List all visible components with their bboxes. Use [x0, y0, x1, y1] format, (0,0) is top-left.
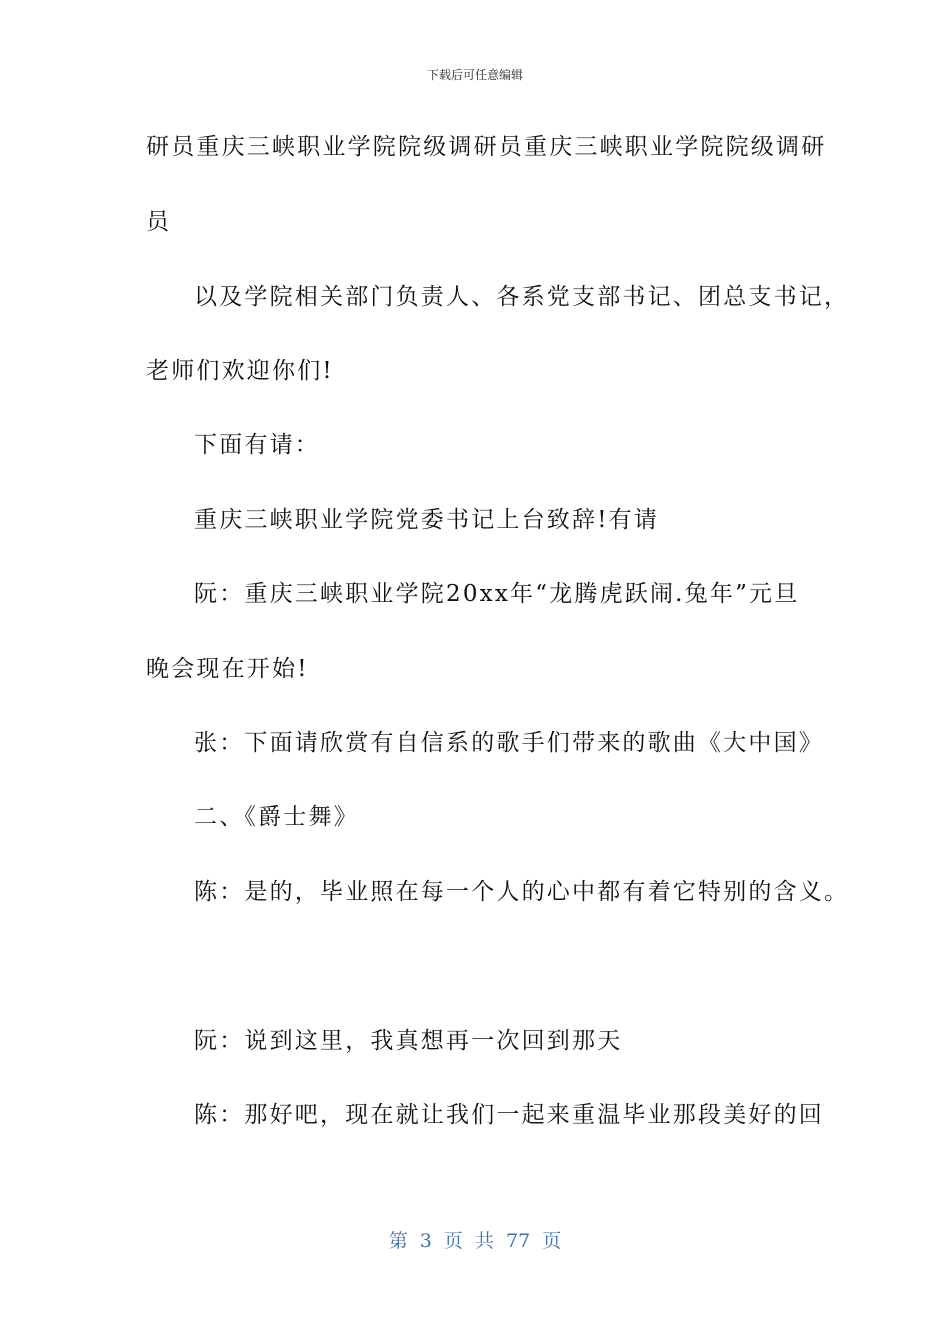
text-line: 阮：说到这里，我真想再一次回到那天: [194, 1028, 623, 1054]
text-line: 张：下面请欣赏有自信系的歌手们带来的歌曲《大中国》: [194, 730, 824, 756]
text-line: 以及学院相关部门负责人、各系党支部书记、团总支书记，: [194, 284, 850, 310]
page-number: 第 3 页 共 77 页: [388, 1230, 562, 1252]
text-line: 重庆三峡职业学院党委书记上台致辞!有请: [194, 507, 660, 533]
text-line: 晚会现在开始!: [146, 656, 309, 682]
text-line: 下面有请：: [194, 432, 320, 458]
text-line: 老师们欢迎你们!: [146, 358, 334, 384]
text-line: 员: [146, 209, 172, 235]
text-line: 阮：重庆三峡职业学院20xx年“龙腾虎跃闹.兔年”元旦: [194, 581, 800, 607]
text-line: 陈：是的，毕业照在每一个人的心中都有着它特别的含义。: [194, 879, 850, 905]
text-line: 二、《爵士舞》: [194, 804, 359, 830]
text-line: 陈：那好吧，现在就让我们一起来重温毕业那段美好的回: [194, 1102, 824, 1128]
page-header: 下载后可任意编辑: [426, 68, 523, 82]
text-line: 研员重庆三峡职业学院院级调研员重庆三峡职业学院院级调研: [146, 134, 827, 160]
